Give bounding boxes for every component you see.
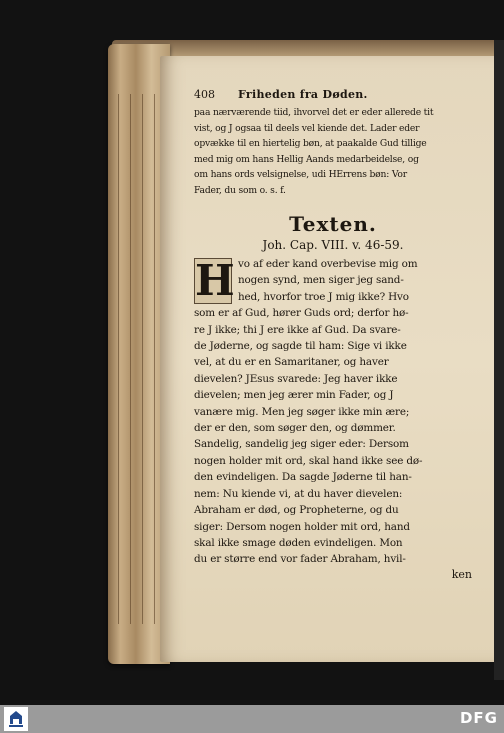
text-line: som er af Gud, hører Guds ord; derfor hø- xyxy=(194,307,409,320)
text-line: paa nærværende tiid, ihvorvel det er eder allerede tit xyxy=(194,107,434,118)
scripture-text xyxy=(194,256,472,568)
text-line: om hans ords velsignelse, udi HErrens bøn: Vor xyxy=(194,169,407,180)
text-line: Abraham er død, og Propheterne, og du xyxy=(194,504,399,517)
dfg-logo: DFG xyxy=(459,709,498,727)
text-line: vel, at du er en Samaritaner, og haver xyxy=(194,356,389,369)
drop-cap: H xyxy=(195,256,235,305)
text-line: nem: Nu kiende vi, at du haver dievelen: xyxy=(194,487,403,500)
text-line: hed, hvorfor troe J mig ikke? Hvo xyxy=(238,290,409,303)
text-line: vo af eder kand overbevise mig om xyxy=(238,258,418,270)
page-text xyxy=(194,88,472,581)
right-shadow xyxy=(494,40,504,680)
viewer-footer xyxy=(0,705,504,733)
text-line: med mig om hans Hellig Aands medarbeidelse, og xyxy=(194,153,419,165)
text-line: skal ikke smage døden evindeligen. Mon xyxy=(194,536,403,549)
text-line: nogen synd, men siger jeg sand- xyxy=(238,274,404,287)
text-line: du er større end vor fader Abraham, hvil- xyxy=(194,553,406,566)
text-line: nogen holder mit ord, skal hand ikke see dø- xyxy=(194,454,423,467)
text-line: re J ikke; thi J ere ikke af Gud. Da svare- xyxy=(194,323,401,336)
library-logo-icon xyxy=(4,707,28,731)
text-line: dievelen; men jeg ærer min Fader, og J xyxy=(194,389,394,402)
catchword: ken xyxy=(451,567,472,581)
page-number: 408 xyxy=(194,88,215,101)
text-line: vist, og J ogsaa til deels vel kiende det. Lader eder xyxy=(194,122,420,134)
text-line: der er den, som søger den, og dømmer. xyxy=(194,422,396,435)
text-line: dievelen? JEsus svarede: Jeg haver ikke xyxy=(194,372,398,385)
text-line: de Jøderne, og sagde til ham: Sige vi ikke xyxy=(194,340,407,353)
text-line: Fader, du som o. s. f. xyxy=(194,184,286,196)
text-line: siger: Dersom nogen holder mit ord, hand xyxy=(194,520,410,533)
section-title: Texten. xyxy=(289,212,377,236)
running-head: Friheden fra Døden. xyxy=(238,88,368,101)
text-line: vanære mig. Men jeg søger ikke min ære; xyxy=(194,405,410,418)
text-line: Sandelig, sandelig jeg siger eder: Dersom xyxy=(194,438,409,451)
scripture-reference: Joh. Cap. VIII. v. 46-59. xyxy=(262,238,404,252)
running-header xyxy=(194,88,472,101)
text-line: den evindeligen. Da sagde Jøderne til han- xyxy=(194,471,412,484)
prayer-paragraph xyxy=(194,105,472,198)
text-line: opvække til en hiertelig bøn, at paakalde Gud tillige xyxy=(194,138,427,149)
